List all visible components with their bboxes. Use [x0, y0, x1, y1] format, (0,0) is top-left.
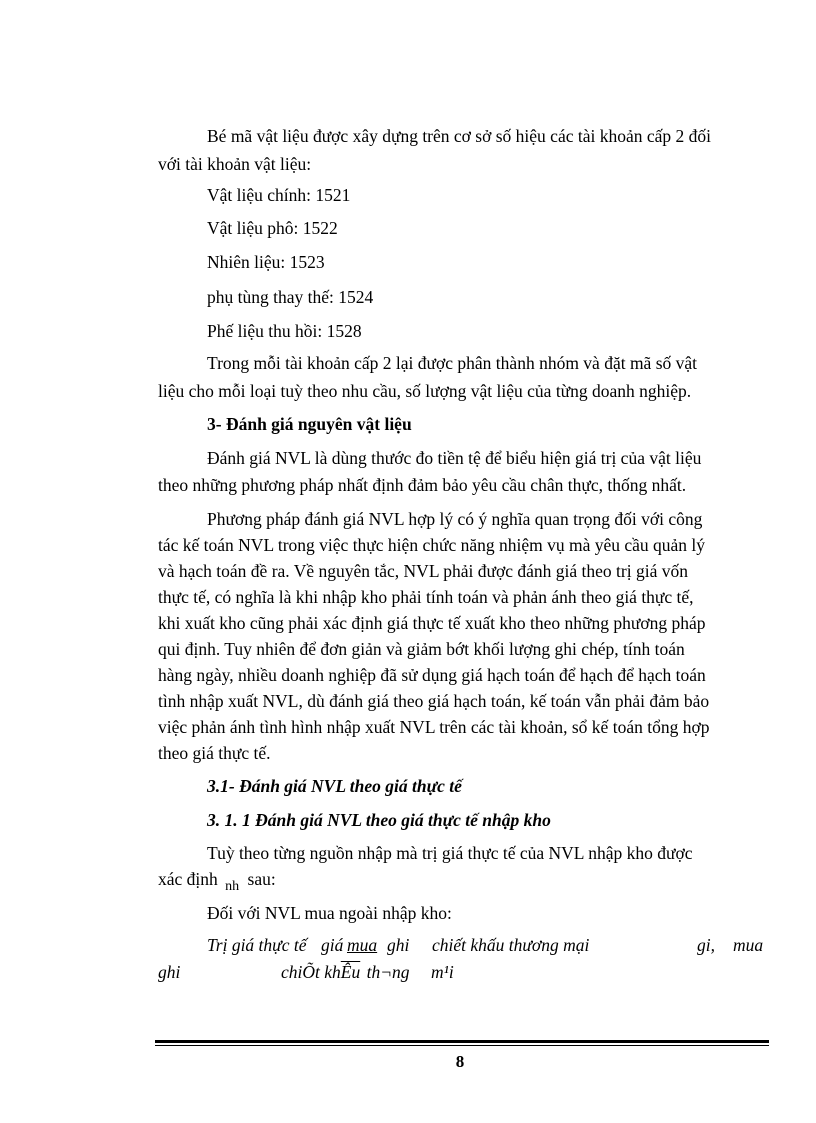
- paragraph-line: [158, 868, 276, 893]
- paragraph-line: Bé mã vật liệu được xây dựng trên cơ sở số hiệu các tài khoản cấp 2 đối: [207, 126, 712, 146]
- paragraph-line: theo giá thực tế.: [158, 743, 271, 763]
- formula-text: $\overline{Êu}$: [340, 962, 361, 982]
- formula-part: mua: [733, 935, 764, 955]
- formula-part: chiết khấu thương mại: [432, 935, 590, 955]
- paragraph-line: liệu cho mỗi loại tuỳ theo nhu cầu, số lượng vật liệu của từng doanh nghiệp.: [158, 381, 692, 401]
- paragraph-line: Đối với NVL mua ngoài nhập kho:: [207, 903, 452, 923]
- paragraph-text: nh: [225, 879, 240, 894]
- paragraph-line: việc phản ánh tình hình nhập xuất NVL trên các tài khoản, sổ kế toán tổng hợp: [158, 717, 710, 737]
- formula-part: Trị giá thực tế: [207, 935, 307, 955]
- paragraph-line: với tài khoản vật liệu:: [158, 154, 312, 174]
- paragraph-line: hàng ngày, nhiều doanh nghiệp đã sử dụng giá hạch toán để hạch để hạch toán: [158, 665, 706, 685]
- paragraph-line: và hạch toán đề ra. Về nguyên tắc, NVL phải được đánh giá theo trị giá vốn: [158, 561, 688, 581]
- list-item: Vật liệu phô: 1522: [207, 218, 338, 238]
- formula-part: ghi: [158, 962, 181, 982]
- page-number: 8: [455, 1052, 465, 1071]
- paragraph-line: qui định. Tuy nhiên để đơn giản và giảm bớt khối lượng ghi chép, tính toán: [158, 639, 685, 659]
- formula-part: gi,: [697, 935, 715, 955]
- paragraph-line: tình nhập xuất NVL, dù đánh giá theo giá hạch toán, kế toán vẫn phải đảm bảo: [158, 691, 710, 711]
- list-item: Nhiên liệu: 1523: [207, 252, 325, 272]
- paragraph-line: thực tế, có nghĩa là khi nhập kho phải tính toán và phản ánh theo giá thực tế,: [158, 587, 694, 607]
- paragraph-line: Trong mỗi tài khoản cấp 2 lại được phân thành nhóm và đặt mã số vật: [207, 353, 698, 373]
- paragraph-text: sau:: [247, 869, 276, 889]
- list-item: phụ tùng thay thế: 1524: [207, 287, 374, 307]
- formula-text: chiÕt kh: [281, 962, 341, 982]
- section-heading: 3- Đánh giá nguyên vật liệu: [207, 414, 412, 434]
- list-item: Phế liệu thu hồi: 1528: [207, 321, 362, 341]
- paragraph-line: Đánh giá NVL là dùng thước đo tiền tệ để biểu hiện giá trị của vật liệu: [207, 448, 702, 468]
- subsection-heading: 3. 1. 1 Đánh giá NVL theo giá thực tế nhập kho: [207, 810, 551, 830]
- formula-part: ghi: [387, 935, 410, 955]
- paragraph-text: xác định: [158, 869, 218, 889]
- subsection-heading: 3.1- Đánh giá NVL theo giá thực tế: [207, 776, 462, 796]
- paragraph-line: tác kế toán NVL trong việc thực hiện chức năng nhiệm vụ mà yêu cầu quản lý: [158, 535, 706, 555]
- formula-part: m¹i: [431, 962, 454, 982]
- footer-rule-thin: [155, 1045, 769, 1046]
- formula-part: giá: [321, 935, 344, 955]
- list-item: Vật liệu chính: 1521: [207, 185, 351, 205]
- paragraph-line: Tuỳ theo từng nguồn nhập mà trị giá thực tế của NVL nhập kho được: [207, 843, 693, 863]
- formula-text: th¬ng: [366, 962, 410, 982]
- paragraph-line: khi xuất kho cũng phải xác định giá thực tế xuất kho theo những phương pháp: [158, 613, 706, 633]
- footer-rule-thick: [155, 1040, 769, 1043]
- formula-part: [281, 961, 410, 983]
- paragraph-line: theo những phương pháp nhất định đảm bảo yêu cầu chân thực, thống nhất.: [158, 475, 687, 495]
- formula-part: mua: [347, 935, 378, 955]
- paragraph-line: Phương pháp đánh giá NVL hợp lý có ý nghĩa quan trọng đối với công: [207, 509, 703, 529]
